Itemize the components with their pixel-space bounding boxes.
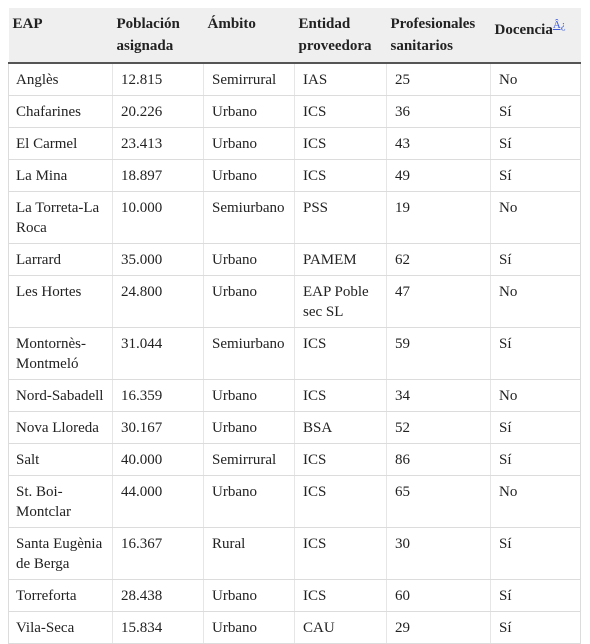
table-row [9,128,581,160]
cell-docencia: No [491,192,581,244]
table-row [9,528,581,580]
table-row [9,63,581,96]
cell-poblacion: 20.226 [113,96,204,128]
cell-docencia: Sí [491,328,581,380]
cell-ambito: Semiurbano [204,192,295,244]
cell-ambito: Urbano [204,412,295,444]
eap-table-container [8,8,580,644]
cell-poblacion: 23.413 [113,128,204,160]
cell-ambito: Urbano [204,96,295,128]
table-row [9,380,581,412]
cell-eap: Torreforta [9,580,113,612]
cell-entidad: ICS [295,580,387,612]
cell-docencia: Sí [491,412,581,444]
cell-docencia: Sí [491,612,581,644]
cell-profesionales: 29 [387,612,491,644]
cell-eap: Anglès [9,63,113,96]
cell-ambito: Rural [204,528,295,580]
cell-ambito: Semirrural [204,63,295,96]
cell-profesionales: 62 [387,244,491,276]
table-row [9,412,581,444]
cell-entidad: ICS [295,476,387,528]
cell-poblacion: 31.044 [113,328,204,380]
cell-ambito: Urbano [204,244,295,276]
cell-poblacion: 15.834 [113,612,204,644]
cell-docencia: Sí [491,128,581,160]
cell-docencia: No [491,276,581,328]
header-ambito: Ámbito [204,8,295,63]
cell-docencia: Sí [491,96,581,128]
cell-entidad: BSA [295,412,387,444]
cell-profesionales: 49 [387,160,491,192]
cell-eap: Montornès-Montmeló [9,328,113,380]
cell-eap: La Torreta-La Roca [9,192,113,244]
cell-entidad: PSS [295,192,387,244]
table-row [9,476,581,528]
cell-eap: St. Boi-Montclar [9,476,113,528]
cell-poblacion: 16.367 [113,528,204,580]
table-row [9,580,581,612]
cell-poblacion: 16.359 [113,380,204,412]
cell-ambito: Semirrural [204,444,295,476]
table-row [9,96,581,128]
cell-docencia: Sí [491,244,581,276]
cell-docencia: No [491,380,581,412]
cell-entidad: ICS [295,128,387,160]
cell-profesionales: 52 [387,412,491,444]
cell-entidad: PAMEM [295,244,387,276]
cell-docencia: Sí [491,160,581,192]
cell-eap: La Mina [9,160,113,192]
cell-poblacion: 44.000 [113,476,204,528]
table-body [9,63,581,644]
table-header-row [9,8,581,63]
cell-entidad: ICS [295,380,387,412]
cell-docencia: Sí [491,580,581,612]
cell-eap: Nord-Sabadell [9,380,113,412]
cell-poblacion: 30.167 [113,412,204,444]
cell-entidad: EAP Poble sec SL [295,276,387,328]
cell-eap: Vila-Seca [9,612,113,644]
cell-poblacion: 18.897 [113,160,204,192]
cell-ambito: Urbano [204,612,295,644]
cell-docencia: Sí [491,444,581,476]
table-row [9,444,581,476]
cell-poblacion: 12.815 [113,63,204,96]
cell-docencia: No [491,63,581,96]
cell-eap: El Carmel [9,128,113,160]
cell-ambito: Urbano [204,128,295,160]
cell-profesionales: 60 [387,580,491,612]
cell-entidad: ICS [295,96,387,128]
cell-profesionales: 65 [387,476,491,528]
cell-docencia: No [491,476,581,528]
cell-profesionales: 86 [387,444,491,476]
cell-profesionales: 34 [387,380,491,412]
header-docencia-label: Docencia [494,22,553,38]
header-entidad: Entidad proveedora [295,8,387,63]
cell-profesionales: 59 [387,328,491,380]
cell-eap: Larrard [9,244,113,276]
cell-eap: Nova Lloreda [9,412,113,444]
cell-entidad: ICS [295,444,387,476]
cell-entidad: ICS [295,160,387,192]
header-eap: EAP [9,8,113,63]
cell-profesionales: 19 [387,192,491,244]
cell-ambito: Urbano [204,276,295,328]
table-row [9,276,581,328]
cell-poblacion: 35.000 [113,244,204,276]
cell-profesionales: 47 [387,276,491,328]
cell-eap: Chafarines [9,96,113,128]
header-profesionales: Profesionales sanitarios [387,8,491,63]
cell-entidad: IAS [295,63,387,96]
header-poblacion: Población asignada [113,8,204,63]
cell-eap: Salt [9,444,113,476]
table-row [9,244,581,276]
eap-table [8,8,581,644]
cell-docencia: Sí [491,528,581,580]
cell-eap: Les Hortes [9,276,113,328]
cell-profesionales: 30 [387,528,491,580]
cell-ambito: Urbano [204,580,295,612]
cell-poblacion: 40.000 [113,444,204,476]
cell-entidad: ICS [295,528,387,580]
table-row [9,192,581,244]
cell-ambito: Urbano [204,476,295,528]
cell-eap: Santa Eugènia de Berga [9,528,113,580]
cell-ambito: Urbano [204,380,295,412]
cell-poblacion: 28.438 [113,580,204,612]
cell-entidad: ICS [295,328,387,380]
cell-profesionales: 36 [387,96,491,128]
cell-profesionales: 43 [387,128,491,160]
table-row [9,328,581,380]
cell-profesionales: 25 [387,63,491,96]
table-row [9,160,581,192]
cell-ambito: Semiurbano [204,328,295,380]
header-docencia [491,8,581,63]
cell-poblacion: 24.800 [113,276,204,328]
cell-poblacion: 10.000 [113,192,204,244]
docencia-footnote-link[interactable]: Â¿ [552,19,566,31]
cell-ambito: Urbano [204,160,295,192]
cell-entidad: CAU [295,612,387,644]
